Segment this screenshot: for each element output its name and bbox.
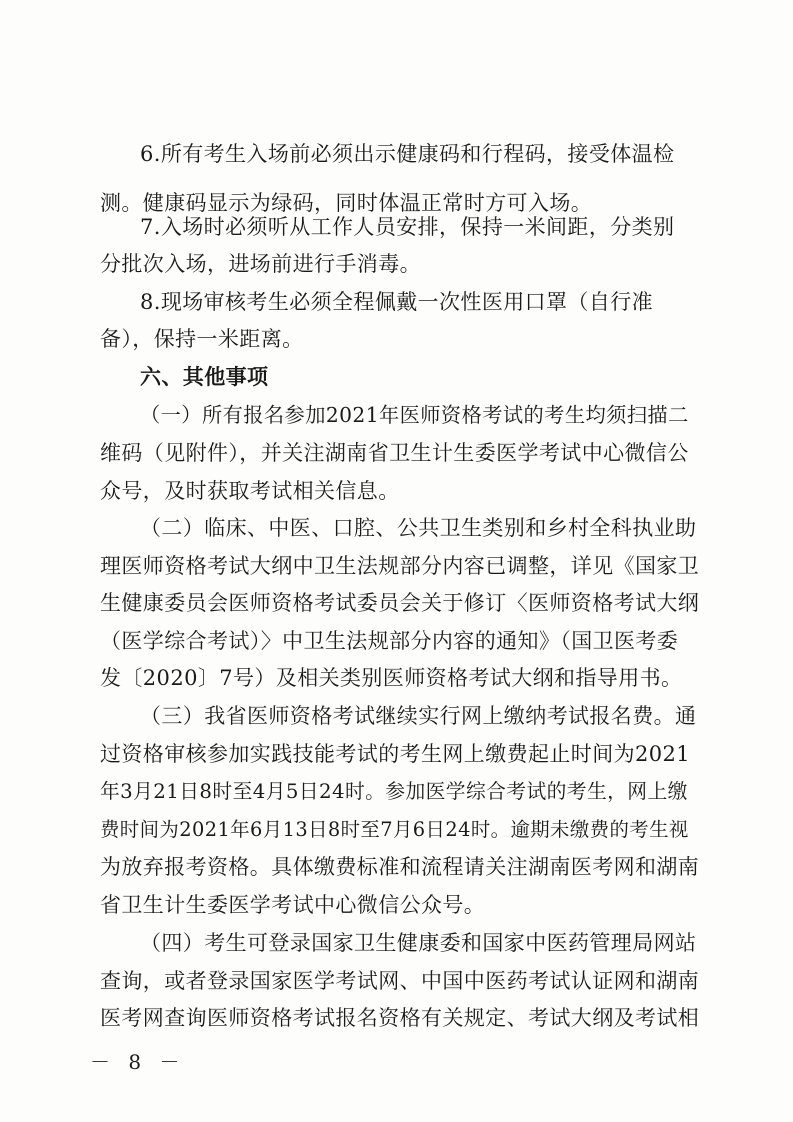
item-1-line-3: 众号，及时获取考试相关信息。 <box>100 479 400 503</box>
item-3-line-2: 过资格审核参加实践技能考试的考生网上缴费起止时间为2021 <box>100 742 691 766</box>
page-number: － 8 － <box>90 1050 186 1074</box>
item-3-line-4: 费时间为2021年6月13日8时至7月6日24时。逾期未缴费的考生视 <box>100 818 689 841</box>
item-3-line-5: 为放弃报考资格。具体缴费标准和流程请关注湖南医考网和湖南 <box>100 855 700 879</box>
paragraph-7-line-2: 分批次入场，进场前进行手消毒。 <box>100 252 421 276</box>
item-2-line-1: （二）临床、中医、口腔、公共卫生类别和乡村全科执业助 <box>140 516 697 540</box>
section-heading-other-matters: 六、其他事项 <box>140 365 269 389</box>
item-2-line-5: 发〔2020〕7号）及相关类别医师资格考试大纲和指导用书。 <box>100 666 683 690</box>
item-3-line-1: （三）我省医师资格考试继续实行网上缴纳考试报名费。通 <box>140 704 697 728</box>
paragraph-8-line-1: 8.现场审核考生必须全程佩戴一次性医用口罩（自行准 <box>140 290 654 314</box>
item-4-line-3: 医考网查询医师资格考试报名资格有关规定、考试大纲及考试相 <box>100 1006 700 1030</box>
paragraph-6-line-1: 6.所有考生入场前必须出示健康码和行程码，接受体温检 <box>140 142 675 166</box>
item-4-line-1: （四）考生可登录国家卫生健康委和国家中医药管理局网站 <box>140 931 697 955</box>
item-1-line-2: 维码（见附件），并关注湖南省卫生计生委医学考试中心微信公 <box>100 441 689 465</box>
item-3-line-6: 省卫生计生委医学考试中心微信公众号。 <box>100 893 486 917</box>
item-2-line-2: 理医师资格考试大纲中卫生法规部分内容已调整，详见《国家卫 <box>100 554 700 578</box>
paragraph-8-line-2: 备），保持一米距离。 <box>100 327 304 351</box>
paragraph-7-line-1: 7.入场时必须听从工作人员安排，保持一米间距，分类别 <box>140 215 675 239</box>
item-2-line-4: （医学综合考试）〉中卫生法规部分内容的通知》（国卫医考委 <box>100 629 679 653</box>
item-1-line-1: （一）所有报名参加2021年医师资格考试的考生均须扫描二 <box>140 403 689 427</box>
item-3-line-3: 年3月21日8时至4月5日24时。参加医学综合考试的考生，网上缴 <box>100 780 688 803</box>
item-4-line-2: 查询，或者登录国家医学考试网、中国中医药考试认证网和湖南 <box>100 969 700 993</box>
paragraph-6-line-2: 测。健康码显示为绿码，同时体温正常时方可入场。 <box>100 191 593 215</box>
item-2-line-3: 生健康委员会医师资格考试委员会关于修订〈医师资格考试大纲 <box>100 591 700 615</box>
